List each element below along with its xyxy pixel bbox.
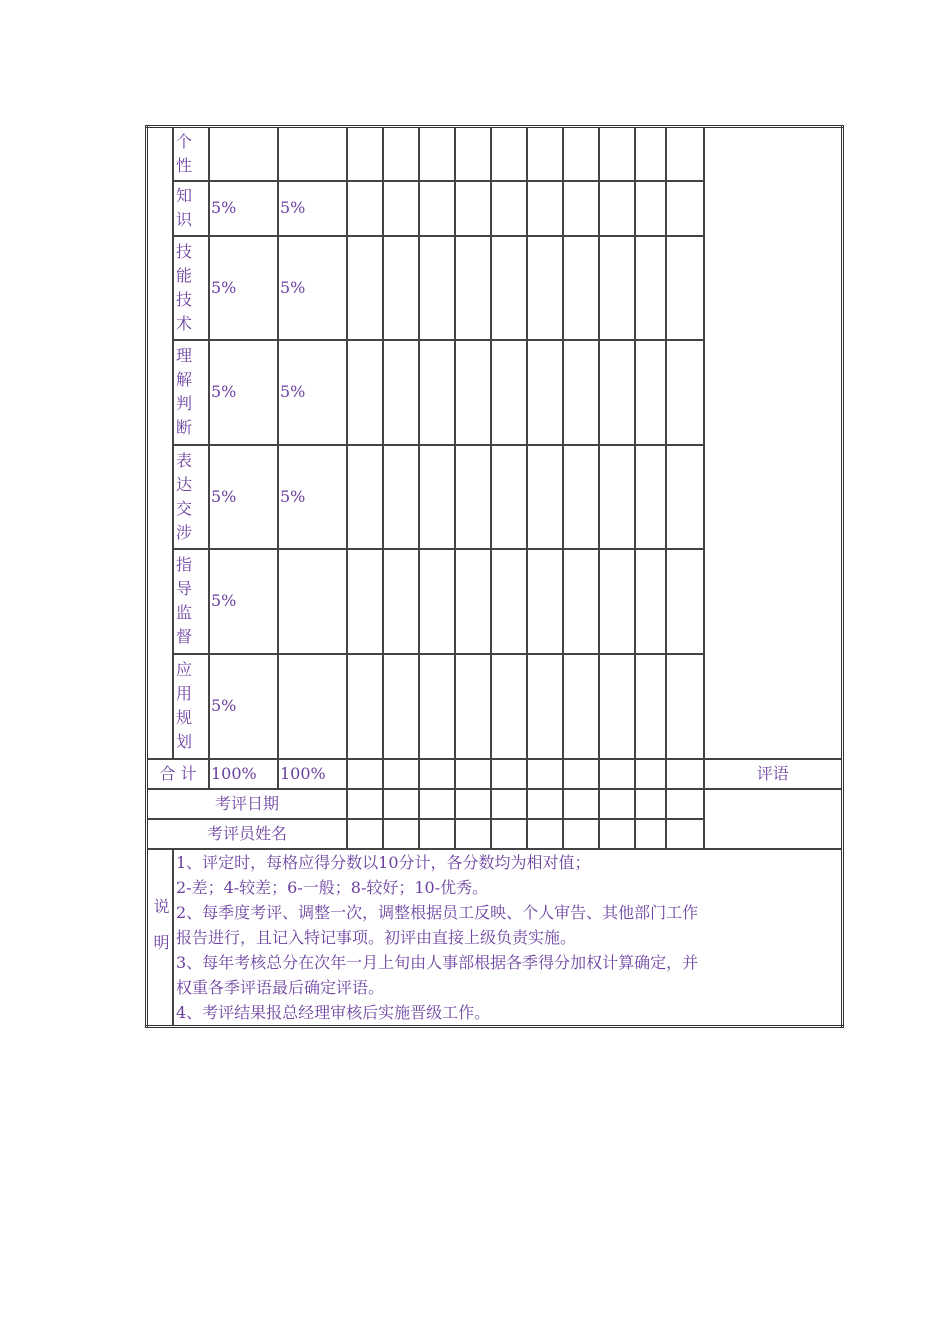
score-cell[interactable]	[563, 759, 599, 789]
score-cell[interactable]	[455, 819, 491, 849]
score-cell[interactable]	[563, 654, 599, 759]
score-cell[interactable]	[491, 549, 527, 654]
score-cell[interactable]	[383, 340, 419, 445]
date-label: 考评日期	[214, 793, 279, 813]
score-cell[interactable]	[455, 181, 491, 236]
score-cell[interactable]	[455, 759, 491, 789]
score-cell[interactable]	[527, 340, 563, 445]
score-cell[interactable]	[419, 789, 455, 819]
weight-a: 5%	[211, 696, 237, 715]
score-cell[interactable]	[666, 759, 704, 789]
score-cell[interactable]	[635, 445, 666, 549]
weight-a-cell	[209, 340, 278, 445]
note-line: 4、考评结果报总经理审核后实施晋级工作。	[176, 1002, 491, 1022]
score-cell[interactable]	[563, 789, 599, 819]
weight-a-cell	[209, 654, 278, 759]
weight-b-cell	[278, 549, 347, 654]
criterion-label	[173, 340, 209, 445]
weight-b: 5%	[280, 277, 306, 297]
score-cell[interactable]	[347, 654, 383, 759]
score-cell[interactable]	[666, 445, 704, 549]
score-cell[interactable]	[599, 549, 635, 654]
score-cell[interactable]	[419, 759, 455, 789]
criterion-label	[173, 127, 209, 181]
notes-side-label-cell	[147, 849, 174, 1027]
score-cell[interactable]	[635, 127, 666, 181]
evaluator-label: 考评员姓名	[206, 823, 287, 843]
score-cell[interactable]	[527, 445, 563, 549]
score-cell[interactable]	[419, 340, 455, 445]
score-cell[interactable]	[563, 819, 599, 849]
score-cell[interactable]	[563, 549, 599, 654]
total-label-cell	[147, 759, 210, 789]
score-cell[interactable]	[666, 127, 704, 181]
score-cell[interactable]	[491, 654, 527, 759]
score-cell[interactable]	[383, 236, 419, 340]
criterion-label-text: 指导监督	[176, 555, 193, 646]
score-cell[interactable]	[383, 445, 419, 549]
score-cell[interactable]	[527, 819, 563, 849]
comment-label: 评语	[756, 763, 789, 783]
score-cell[interactable]	[347, 819, 383, 849]
score-cell[interactable]	[527, 181, 563, 236]
score-cell[interactable]	[455, 127, 491, 181]
criterion-label	[173, 445, 209, 549]
score-cell[interactable]	[635, 236, 666, 340]
score-cell[interactable]	[491, 759, 527, 789]
score-cell[interactable]	[491, 819, 527, 849]
note-line: 2、每季度考评、调整一次，调整根据员工反映、个人审告、其他部门工作	[176, 902, 699, 922]
score-cell[interactable]	[635, 340, 666, 445]
blank-side-cell	[147, 127, 174, 759]
score-cell[interactable]	[491, 181, 527, 236]
score-cell[interactable]	[347, 127, 383, 181]
weight-a: 5%	[211, 382, 237, 401]
score-cell[interactable]	[635, 549, 666, 654]
score-cell[interactable]	[666, 654, 704, 759]
weight-b-cell	[278, 127, 347, 181]
score-cell[interactable]	[455, 549, 491, 654]
comment-space[interactable]	[704, 127, 842, 759]
score-cell[interactable]	[635, 819, 666, 849]
score-cell[interactable]	[455, 789, 491, 819]
total-weight-b-cell	[278, 759, 347, 789]
notes-content	[173, 849, 842, 1027]
weight-a-cell	[209, 549, 278, 654]
score-cell[interactable]	[527, 236, 563, 340]
evaluator-label-cell	[147, 819, 348, 849]
criterion-label	[173, 654, 209, 759]
total-weight-a-cell	[209, 759, 278, 789]
score-cell[interactable]	[635, 654, 666, 759]
score-cell[interactable]	[599, 445, 635, 549]
score-cell[interactable]	[666, 819, 704, 849]
date-label-cell	[147, 789, 348, 819]
score-cell[interactable]	[383, 549, 419, 654]
note-line: 权重各季评语最后确定评语。	[176, 977, 385, 997]
score-cell[interactable]	[666, 236, 704, 340]
score-cell[interactable]	[527, 789, 563, 819]
score-cell[interactable]	[599, 759, 635, 789]
criterion-label-text: 应用规划	[176, 660, 193, 751]
score-cell[interactable]	[347, 789, 383, 819]
weight-a: 5%	[211, 198, 237, 217]
weight-a-cell	[209, 181, 278, 236]
score-cell[interactable]	[347, 181, 383, 236]
score-cell[interactable]	[347, 340, 383, 445]
score-cell[interactable]	[383, 127, 419, 181]
criterion-label	[173, 236, 209, 340]
weight-a-cell	[209, 236, 278, 340]
total-label: 合 计	[159, 763, 197, 783]
criterion-label-text: 个性	[176, 131, 193, 175]
score-cell[interactable]	[419, 819, 455, 849]
score-cell[interactable]	[666, 181, 704, 236]
notes-side-label: 说明	[151, 897, 170, 970]
score-cell[interactable]	[419, 654, 455, 759]
score-cell[interactable]	[383, 654, 419, 759]
score-cell[interactable]	[455, 236, 491, 340]
total-weight-b: 100%	[280, 763, 326, 783]
note-line: 报告进行，且记入特记事项。初评由直接上级负责实施。	[176, 927, 577, 947]
score-cell[interactable]	[419, 445, 455, 549]
weight-b-cell	[278, 181, 347, 236]
note-line: 3、每年考核总分在次年一月上旬由人事部根据各季得分加权计算确定，并	[176, 952, 699, 972]
comment-header	[704, 759, 842, 789]
score-cell[interactable]	[491, 127, 527, 181]
weight-b-cell	[278, 236, 347, 340]
comment-input[interactable]	[704, 789, 842, 849]
weight-b-cell	[278, 340, 347, 445]
score-cell[interactable]	[563, 181, 599, 236]
evaluation-table	[145, 125, 844, 1028]
score-cell[interactable]	[347, 759, 383, 789]
score-cell[interactable]	[491, 789, 527, 819]
criterion-label-text: 知识	[176, 186, 193, 229]
score-cell[interactable]	[599, 789, 635, 819]
criterion-label	[173, 181, 209, 236]
score-cell[interactable]	[383, 819, 419, 849]
weight-b: 5%	[280, 382, 306, 401]
score-cell[interactable]	[666, 340, 704, 445]
weight-a-cell	[209, 445, 278, 549]
score-cell[interactable]	[599, 340, 635, 445]
score-cell[interactable]	[347, 549, 383, 654]
score-cell[interactable]	[527, 654, 563, 759]
criterion-label-text: 表达交涉	[176, 450, 193, 542]
score-cell[interactable]	[455, 445, 491, 549]
criterion-label-text: 理解判断	[176, 346, 193, 437]
score-cell[interactable]	[419, 549, 455, 654]
weight-a: 5%	[211, 591, 237, 610]
score-cell[interactable]	[491, 236, 527, 340]
criterion-row	[147, 127, 843, 181]
notes-row	[147, 849, 843, 1027]
weight-a: 5%	[211, 277, 237, 297]
score-cell[interactable]	[455, 340, 491, 445]
score-cell[interactable]	[599, 236, 635, 340]
score-cell[interactable]	[563, 127, 599, 181]
score-cell[interactable]	[635, 789, 666, 819]
score-cell[interactable]	[491, 445, 527, 549]
score-cell[interactable]	[599, 181, 635, 236]
score-cell[interactable]	[563, 236, 599, 340]
weight-b: 5%	[280, 198, 306, 217]
total-row	[147, 759, 843, 789]
score-cell[interactable]	[527, 759, 563, 789]
score-cell[interactable]	[419, 181, 455, 236]
note-line: 1、评定时，每格应得分数以10分计，各分数均为相对值；	[176, 852, 591, 872]
score-cell[interactable]	[419, 127, 455, 181]
score-cell[interactable]	[666, 549, 704, 654]
score-cell[interactable]	[455, 654, 491, 759]
score-cell[interactable]	[491, 340, 527, 445]
weight-a-cell	[209, 127, 278, 181]
weight-a: 5%	[211, 486, 237, 506]
score-cell[interactable]	[347, 445, 383, 549]
score-cell[interactable]	[419, 236, 455, 340]
weight-b-cell	[278, 445, 347, 549]
score-cell[interactable]	[347, 236, 383, 340]
score-cell[interactable]	[383, 789, 419, 819]
score-cell[interactable]	[599, 654, 635, 759]
weight-b: 5%	[280, 486, 306, 506]
criterion-label-text: 技能技术	[176, 241, 193, 333]
score-cell[interactable]	[635, 181, 666, 236]
score-cell[interactable]	[527, 127, 563, 181]
date-row	[147, 789, 843, 819]
score-cell[interactable]	[563, 340, 599, 445]
score-cell[interactable]	[599, 127, 635, 181]
score-cell[interactable]	[563, 445, 599, 549]
score-cell[interactable]	[599, 819, 635, 849]
criterion-label	[173, 549, 209, 654]
total-weight-a: 100%	[211, 763, 257, 783]
score-cell[interactable]	[383, 181, 419, 236]
score-cell[interactable]	[383, 759, 419, 789]
note-line: 2-差；4-较差；6-一般；8-较好；10-优秀。	[176, 877, 489, 897]
score-cell[interactable]	[527, 549, 563, 654]
score-cell[interactable]	[635, 759, 666, 789]
weight-b-cell	[278, 654, 347, 759]
score-cell[interactable]	[666, 789, 704, 819]
